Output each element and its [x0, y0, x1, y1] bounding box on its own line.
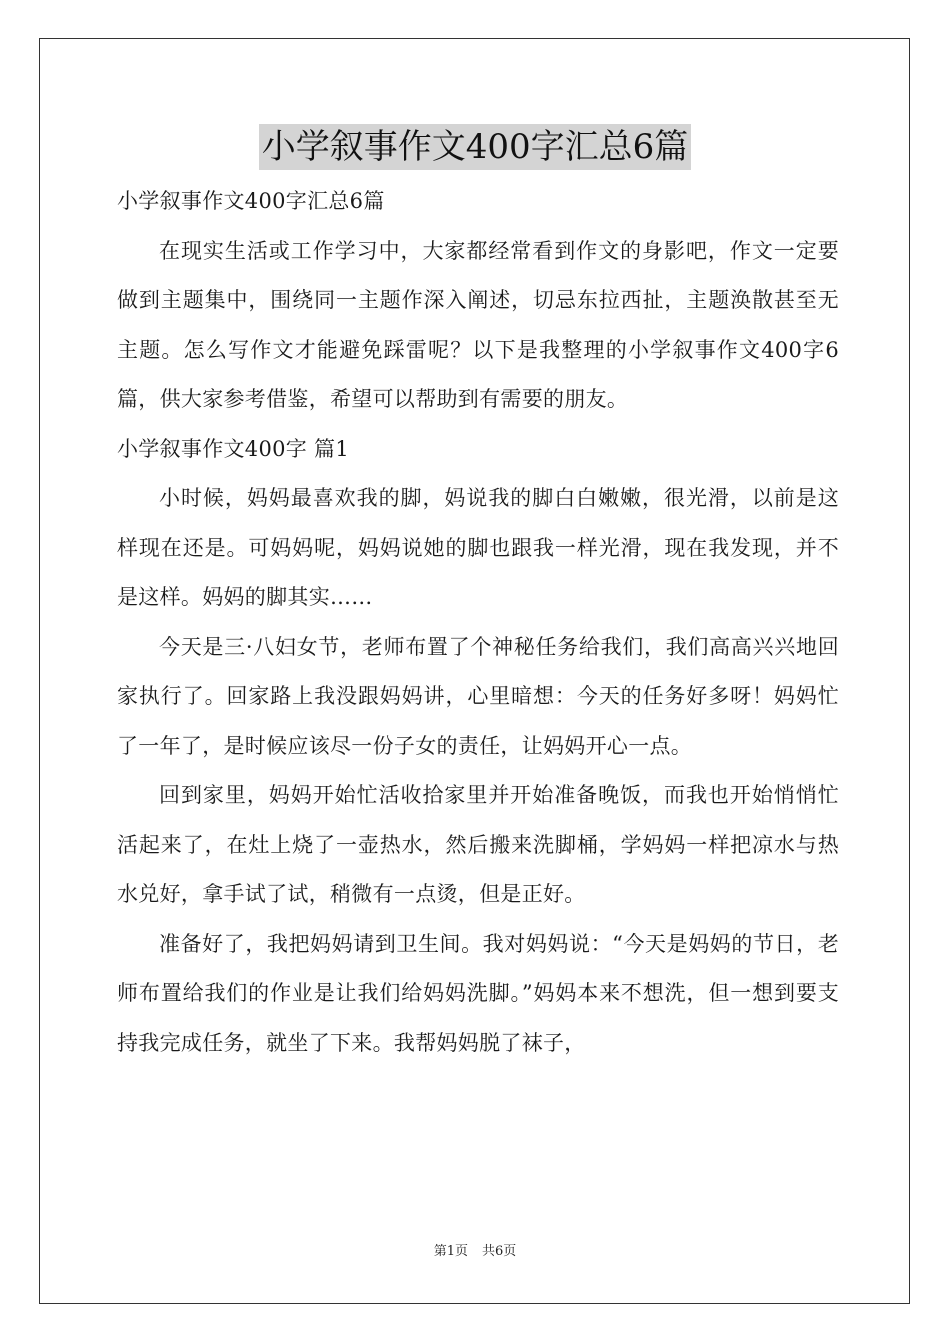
paragraph: 回到家里，妈妈开始忙活收拾家里并开始准备晚饭，而我也开始悄悄忙活起来了，在灶上烧了一壶热水，然后搬来洗脚桶，学妈妈一样把凉水与热水兑好，拿手试了试，稍微有一点烫，但是正好。 — [117, 783, 839, 906]
page-footer — [0, 1243, 950, 1261]
title-area — [0, 124, 950, 170]
paragraph: 小时候，妈妈最喜欢我的脚，妈说我的脚白白嫩嫩，很光滑，以前是这样现在还是。可妈妈呢，妈妈说她的脚也跟我一样光滑，现在我发现，并不是这样。妈妈的脚其实…… — [117, 486, 839, 609]
section-heading: 小学叙事作文400字 篇1 — [117, 436, 350, 461]
document-subtitle: 小学叙事作文400字汇总6篇 — [117, 189, 385, 213]
paragraph: 在现实生活或工作学习中，大家都经常看到作文的身影吧，作文一定要做到主题集中，围绕同一主题作深入阐述，切忌东拉西扯，主题涣散甚至无主题。怎么写作文才能避免踩雷呢？以下是我整理的小学叙事作文400字6篇，供大家参考借鉴，希望可以帮助到有需要的朋友。 — [117, 238, 839, 411]
paragraph: 今天是三·八妇女节，老师布置了个神秘任务给我们，我们高高兴兴地回家执行了。回家路上我没跟妈妈讲，心里暗想：今天的任务好多呀！妈妈忙了一年了，是时候应该尽一份子女的责任，让妈妈开心一点。 — [117, 634, 839, 758]
document-title: 小学叙事作文400字汇总6篇 — [259, 124, 692, 170]
page-number-current: 第1页 — [433, 1244, 468, 1259]
document-body — [117, 177, 839, 1068]
page-number-total: 共6页 — [482, 1244, 517, 1259]
paragraph: 准备好了，我把妈妈请到卫生间。我对妈妈说：“今天是妈妈的节日，老师布置给我们的作业是让我们给妈妈洗脚。”妈妈本来不想洗，但一想到要支持我完成任务，就坐了下来。我帮妈妈脱了袜子， — [117, 931, 839, 1055]
